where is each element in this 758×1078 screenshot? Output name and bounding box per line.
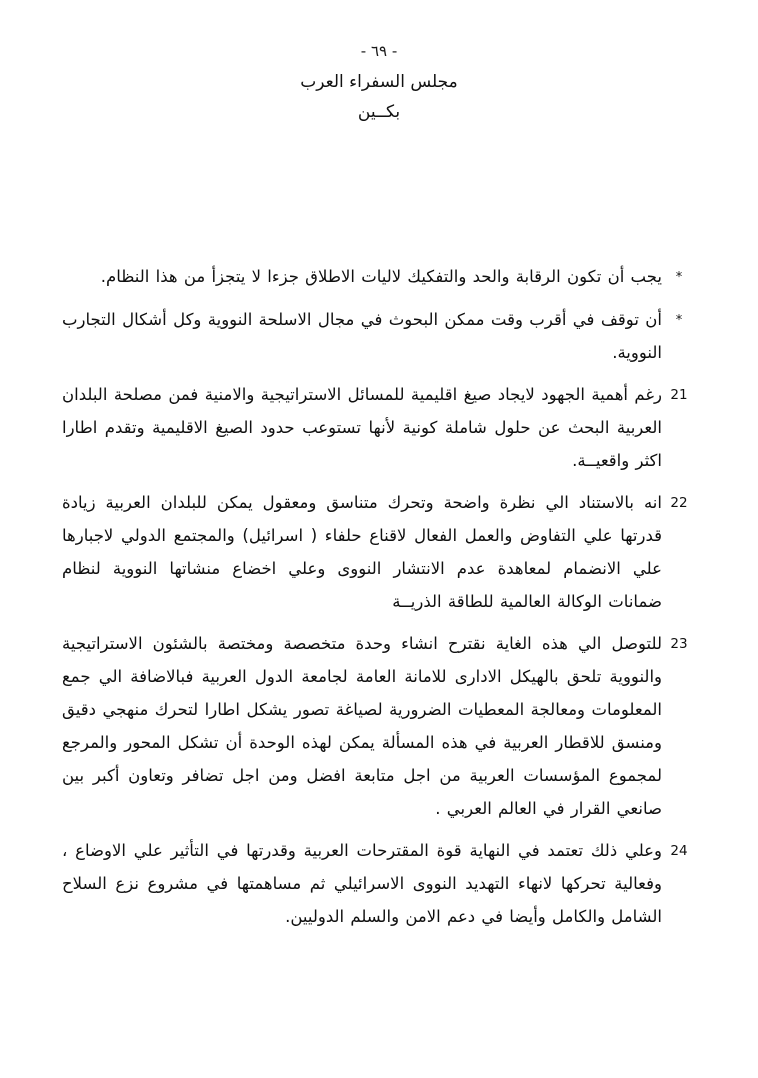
document-header-title: مجلس السفراء العرب	[300, 72, 458, 92]
paragraph-text: انه بالاستناد الي نظرة واضحة وتحرك متناسق ومعقول يمكن للبلدان العربية زيادة قدرتها علي التفاوض والعمل الفعال لاقناع حلفاء ( اسرائيل) والمجتمع الدولي لاجبارها علي الانضمام لمعاهدة عدم الانتشار النووى وعلي اخضاع منشاتها النووية لنظام ضمانات الوكالة العالمية للطاقة الذريــة	[62, 493, 662, 611]
paragraph-marker: 24	[670, 843, 688, 859]
paragraph-marker: 22	[670, 495, 688, 511]
paragraph-marker: 23	[670, 636, 688, 652]
paragraph-text: للتوصل الي هذه الغاية نقترح انشاء وحدة متخصصة ومختصة بالشئون الاستراتيجية والنووية تلحق بالهيكل الادارى للامانة العامة لجامعة الدول العربية فبالاضافة الي جمع المعلومات ومعالجة المعطيات الضرورية لصياغة تصور يشكل اطارا لتحرك منهجي دقيق ومنسق للاقطار العربية في هذه المسألة يمكن لهذه الوحدة أن تشكل المحور والمرجع لمجموع المؤسسات العربية من اجل متابعة افضل ومن اجل تضافر وتعاون أكبر بين صانعي القرار في العالم العربي .	[62, 634, 662, 818]
paragraph	[62, 260, 696, 294]
paragraph-text: يجب أن تكون الرقابة والحد والتفكيك لاليات الاطلاق جزءا لا يتجزأ من هذا النظام.	[100, 267, 662, 286]
paragraph-text: أن توقف في أقرب وقت ممكن البحوث في مجال الاسلحة النووية وكل أشكال التجارب النووية.	[62, 310, 662, 362]
paragraph	[62, 303, 696, 369]
page-number: - ٦٩ -	[360, 42, 398, 60]
paragraph-marker: *	[675, 270, 683, 285]
document-header-subtitle: بكــين	[357, 102, 401, 122]
paragraph-text: رغم أهمية الجهود لايجاد صيغ اقليمية للمسائل الاستراتيجية والامنية فمن مصلحة البلدان العربية البحث عن حلول شاملة كونية لأنها تستوعب حدود الصيغ الاقليمية وتقدم اطارا اكثر واقعيــة.	[62, 385, 662, 470]
paragraph	[62, 627, 696, 825]
paragraph-text: وعلي ذلك تعتمد في النهاية قوة المقترحات العربية وقدرتها في التأثير علي الاوضاع ، وفعالية تحركها لانهاء التهديد النووى الاسرائيلي ثم مساهمتها في مشروع نزع السلاح الشامل والكامل وأيضا في دعم الامن والسلم الدوليين.	[62, 841, 662, 926]
paragraph	[62, 378, 696, 477]
paragraph	[62, 486, 696, 618]
paragraph-marker: 21	[670, 387, 688, 403]
paragraph	[62, 834, 696, 933]
document-body	[62, 260, 696, 933]
paragraph-marker: *	[675, 313, 683, 328]
